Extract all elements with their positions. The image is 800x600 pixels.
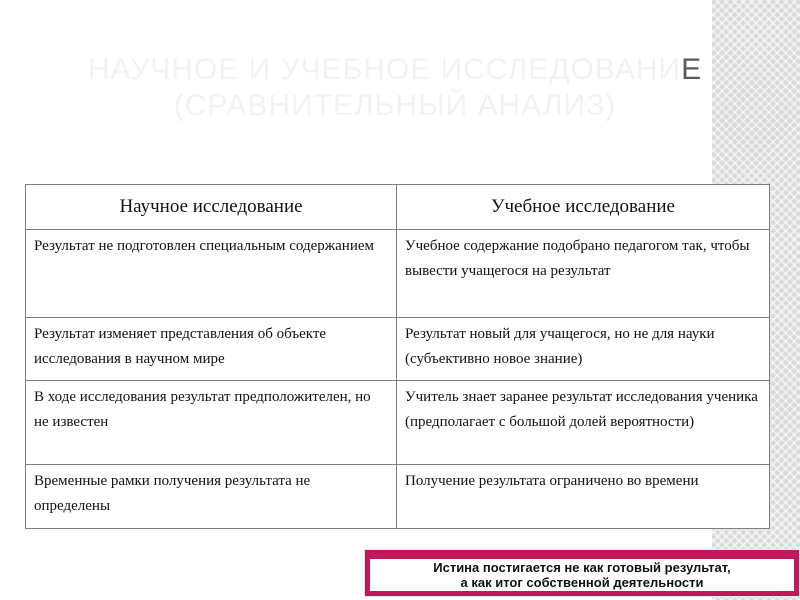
cell-educational: Учебное содержание подобрано педагогом так, чтобы вывести учащегося на результат [397, 230, 770, 318]
comparison-table [25, 184, 770, 529]
slide-title [40, 52, 750, 124]
cell-scientific: Результат изменяет представления об объекте исследования в научном мире [26, 318, 397, 381]
cell-educational: Учитель знает заранее результат исследования ученика (предполагает с большой долей вероятности) [397, 381, 770, 465]
cell-scientific: В ходе исследования результат предположителен, но не известен [26, 381, 397, 465]
conclusion-callout [364, 549, 800, 597]
header-educational-research: Учебное исследование [397, 185, 770, 230]
cell-scientific: Временные рамки получения результата не определены [26, 465, 397, 529]
callout-line-1: Истина постигается не как готовый результат, [433, 560, 731, 575]
cell-scientific: Результат не подготовлен специальным содержанием [26, 230, 397, 318]
title-line-1-text: НАУЧНОЕ И УЧЕБНОЕ ИССЛЕДОВАНИ [87, 53, 682, 86]
table-row [26, 465, 770, 529]
callout-text-box [370, 559, 794, 591]
table-header-row [26, 185, 770, 230]
table-row [26, 318, 770, 381]
title-line-1 [40, 52, 750, 88]
header-scientific-research: Научное исследование [26, 185, 397, 230]
cell-educational: Результат новый для учащегося, но не для науки (субъективно новое знание) [397, 318, 770, 381]
callout-line-2: а как итог собственной деятельности [460, 575, 704, 590]
table-row [26, 381, 770, 465]
title-line-2: (СРАВНИТЕЛЬНЫЙ АНАЛИЗ) [173, 89, 617, 122]
cell-educational: Получение результата ограничено во времени [397, 465, 770, 529]
table-row [26, 230, 770, 318]
title-line-1-last-letter: Е [681, 53, 703, 86]
